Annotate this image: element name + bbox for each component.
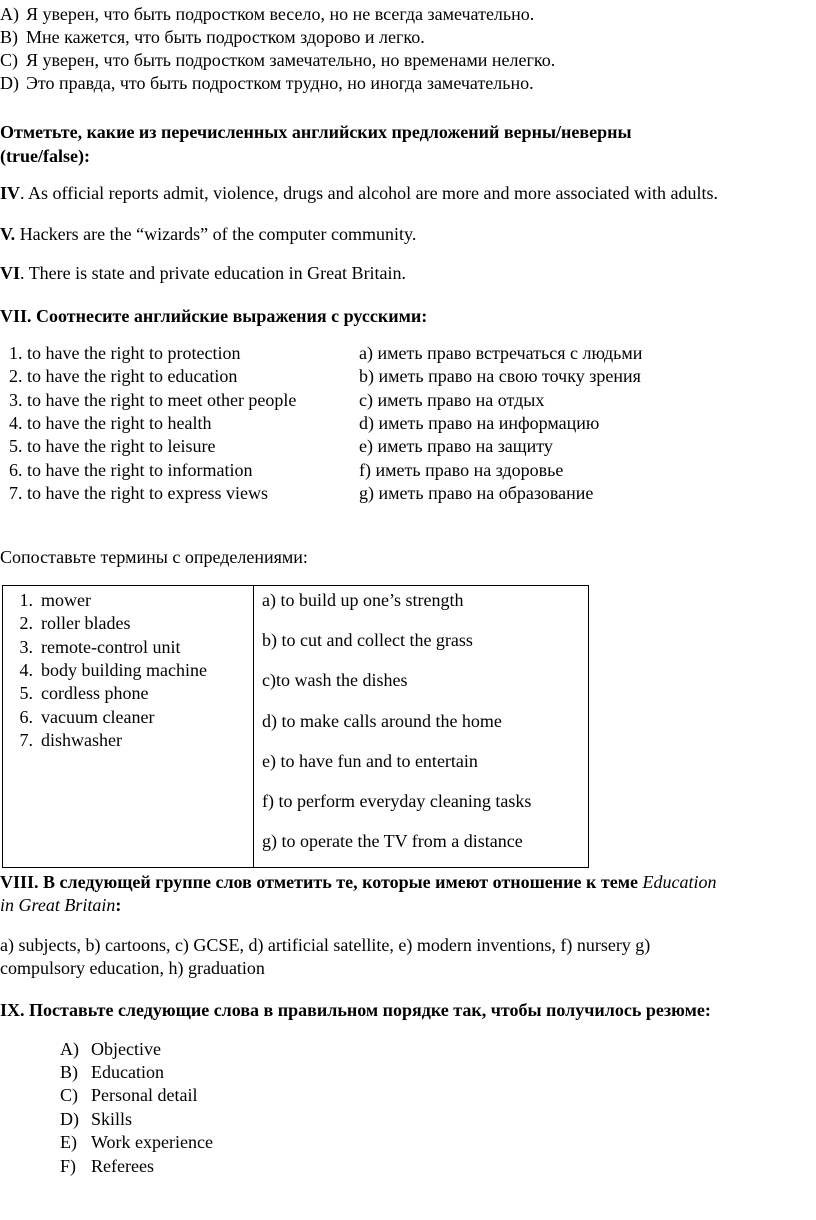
russian-phrase: e) иметь право на защиту xyxy=(359,436,553,456)
section8-topic-part2: in Great Britain xyxy=(0,895,116,915)
definition-item: f) to perform everyday cleaning tasks xyxy=(262,791,532,811)
true-false-item xyxy=(0,182,718,204)
section8-heading-line2 xyxy=(0,894,121,916)
terms-heading: Сопоставьте термины с определениями: xyxy=(0,547,308,567)
option-text: Я уверен, что быть подростком весело, но не всегда замечательно. xyxy=(26,4,535,24)
definition-item: b) to cut and collect the grass xyxy=(262,630,473,650)
item-number: IV xyxy=(0,183,21,203)
term-text: cordless phone xyxy=(41,683,149,703)
definition-item: e) to have fun and to entertain xyxy=(262,751,478,771)
option-item xyxy=(0,3,534,25)
item-text: Personal detail xyxy=(91,1085,198,1105)
item-text: Objective xyxy=(91,1039,161,1059)
item-number: VI xyxy=(0,263,21,283)
item-key: D) xyxy=(60,1109,79,1129)
option-text: Мне кажется, что быть подростком здорово и легко. xyxy=(26,27,425,47)
term-number: 1. xyxy=(19,590,33,610)
term-item xyxy=(3,659,207,681)
list-item xyxy=(60,1131,213,1153)
option-key: A) xyxy=(0,4,19,24)
section8-heading-text: VIII. В следующей группе слов отметить те, которые имеют отношение к теме xyxy=(0,872,643,892)
item-key: B) xyxy=(60,1062,78,1082)
item-separator: . xyxy=(20,183,25,203)
item-key: E) xyxy=(60,1132,77,1152)
item-key: C) xyxy=(60,1085,78,1105)
item-text: Work experience xyxy=(91,1132,213,1152)
table-row xyxy=(3,586,589,868)
section8-body-line2: compulsory education, h) graduation xyxy=(0,958,265,978)
terms-cell xyxy=(3,586,254,868)
russian-phrase: f) иметь право на здоровье xyxy=(359,460,564,480)
item-text: There is state and private education in Great Britain. xyxy=(24,263,407,283)
list-item xyxy=(60,1108,132,1130)
term-number: 2. xyxy=(19,613,33,633)
term-number: 5. xyxy=(19,683,33,703)
term-item xyxy=(3,612,130,634)
option-item xyxy=(0,72,534,94)
term-item xyxy=(3,729,122,751)
section8-body-line1: a) subjects, b) cartoons, c) GCSE, d) artificial satellite, e) modern inventions, f) nursery g) xyxy=(0,935,651,955)
english-phrase: 6. to have the right to information xyxy=(9,460,253,480)
true-false-heading-line2: (true/false): xyxy=(0,146,90,166)
section8-topic-part1: Education xyxy=(642,872,717,892)
item-key: F) xyxy=(60,1156,77,1176)
term-number: 7. xyxy=(19,730,33,750)
section8-heading-colon: : xyxy=(115,895,122,915)
english-phrase: 1. to have the right to protection xyxy=(9,343,241,363)
item-key: A) xyxy=(60,1039,79,1059)
true-false-item xyxy=(0,223,416,245)
definition-item: d) to make calls around the home xyxy=(262,711,502,731)
item-separator: . xyxy=(20,263,25,283)
term-text: roller blades xyxy=(41,613,131,633)
term-text: vacuum cleaner xyxy=(41,707,155,727)
term-text: body building machine xyxy=(41,660,207,680)
term-number: 3. xyxy=(19,637,33,657)
term-number: 4. xyxy=(19,660,33,680)
list-item xyxy=(60,1084,197,1106)
item-number: V. xyxy=(0,224,16,244)
term-text: remote-control unit xyxy=(41,637,181,657)
term-item xyxy=(3,589,91,611)
term-item xyxy=(3,706,154,728)
definitions-cell xyxy=(254,586,589,868)
true-false-heading-line1: Отметьте, какие из перечисленных английских предложений верны/неверны xyxy=(0,122,632,142)
term-item xyxy=(3,682,148,704)
english-phrase: 5. to have the right to leisure xyxy=(9,436,216,456)
english-phrase: 7. to have the right to express views xyxy=(9,483,268,503)
english-phrase: 2. to have the right to education xyxy=(9,366,238,386)
list-item xyxy=(60,1038,161,1060)
term-number: 6. xyxy=(19,707,33,727)
russian-phrase: g) иметь право на образование xyxy=(359,483,594,503)
list-item xyxy=(60,1155,154,1177)
section7-heading: VII. Соотнесите английские выражения с русскими: xyxy=(0,306,428,326)
item-text: As official reports admit, violence, drugs and alcohol are more and more associated with adults. xyxy=(24,183,718,203)
true-false-item xyxy=(0,262,406,284)
item-text: Education xyxy=(91,1062,164,1082)
terms-table xyxy=(2,585,589,868)
term-text: mower xyxy=(41,590,91,610)
russian-phrase: a) иметь право встречаться с людьми xyxy=(359,343,643,363)
russian-phrase: d) иметь право на информацию xyxy=(359,413,600,433)
option-item xyxy=(0,26,425,48)
item-text: Hackers are the “wizards” of the computer community. xyxy=(15,224,417,244)
option-text: Я уверен, что быть подростком замечательно, но временами нелегко. xyxy=(26,50,556,70)
option-item xyxy=(0,49,555,71)
item-text: Skills xyxy=(91,1109,133,1129)
item-text: Referees xyxy=(91,1156,154,1176)
section9-heading: IX. Поставьте следующие слова в правильном порядке так, чтобы получилось резюме: xyxy=(0,1000,711,1020)
russian-phrase: b) иметь право на свою точку зрения xyxy=(359,366,641,386)
english-phrase: 4. to have the right to health xyxy=(9,413,212,433)
option-key: C) xyxy=(0,50,18,70)
term-item xyxy=(3,636,180,658)
section8-heading-line1 xyxy=(0,871,716,893)
definition-item: c)to wash the dishes xyxy=(262,670,408,690)
russian-phrase: c) иметь право на отдых xyxy=(359,390,545,410)
definition-item: a) to build up one’s strength xyxy=(262,590,464,610)
option-key: B) xyxy=(0,27,18,47)
list-item xyxy=(60,1061,164,1083)
option-text: Это правда, что быть подростком трудно, но иногда замечательно. xyxy=(26,73,534,93)
definition-item: g) to operate the TV from a distance xyxy=(262,831,523,851)
term-text: dishwasher xyxy=(41,730,122,750)
option-key: D) xyxy=(0,73,19,93)
english-phrase: 3. to have the right to meet other people xyxy=(9,390,297,410)
